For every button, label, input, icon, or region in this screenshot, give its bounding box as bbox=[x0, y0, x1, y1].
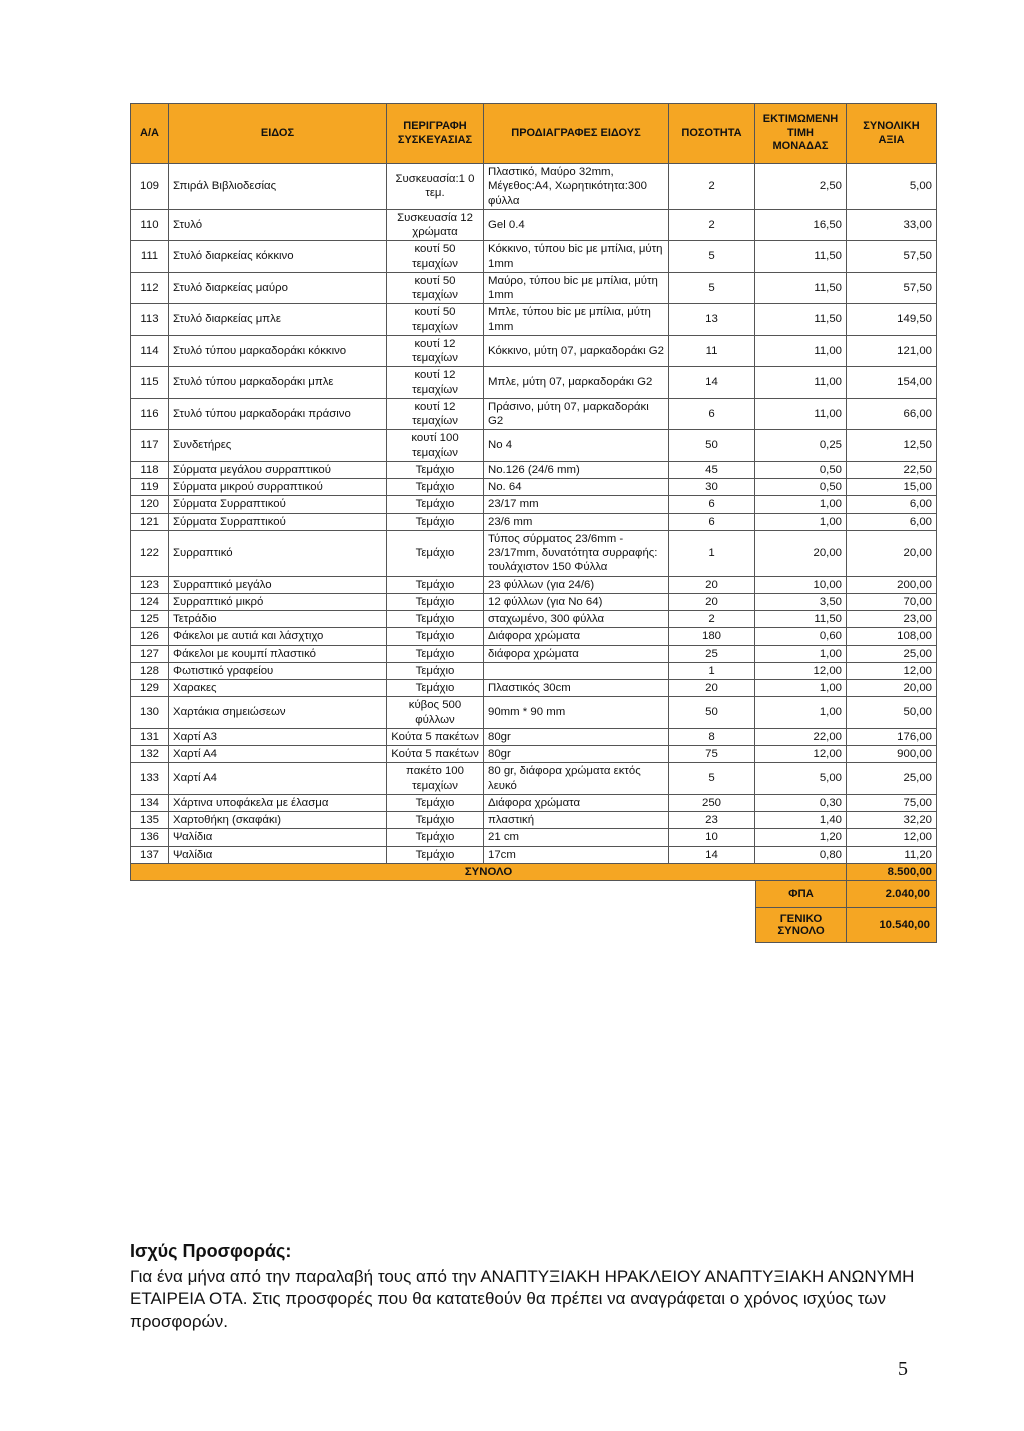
cell-quantity: 20 bbox=[669, 576, 755, 593]
header-specifications: ΠΡΟΔΙΑΓΡΑΦΕΣ ΕΙΔΟΥΣ bbox=[484, 104, 669, 164]
table-body bbox=[131, 164, 937, 864]
cell-unit-price: 22,00 bbox=[755, 728, 847, 745]
table-row bbox=[131, 628, 937, 645]
cell-packaging: Τεμάχιο bbox=[387, 662, 484, 679]
cell-total-value: 5,00 bbox=[847, 164, 937, 210]
cell-quantity: 5 bbox=[669, 272, 755, 304]
cell-total-value: 20,00 bbox=[847, 680, 937, 697]
cell-quantity: 13 bbox=[669, 304, 755, 336]
cell-aa: 135 bbox=[131, 812, 169, 829]
cell-specifications: Μπλε, μύτη 07, μαρκαδοράκι G2 bbox=[484, 367, 669, 399]
sum-row bbox=[131, 863, 937, 880]
header-total-value: ΣΥΝΟΛΙΚΗ ΑΞΙΑ bbox=[847, 104, 937, 164]
cell-quantity: 50 bbox=[669, 697, 755, 729]
cell-item: Στυλό τύπου μαρκαδοράκι μπλε bbox=[169, 367, 387, 399]
validity-title: Ισχύς Προσφοράς: bbox=[130, 1241, 292, 1261]
cell-quantity: 2 bbox=[669, 611, 755, 628]
cell-item: Στυλό τύπου μαρκαδοράκι πράσινο bbox=[169, 398, 387, 430]
cell-unit-price: 1,00 bbox=[755, 680, 847, 697]
cell-quantity: 11 bbox=[669, 335, 755, 367]
cell-unit-price: 11,00 bbox=[755, 367, 847, 399]
cell-total-value: 6,00 bbox=[847, 513, 937, 530]
cell-total-value: 15,00 bbox=[847, 479, 937, 496]
cell-quantity: 6 bbox=[669, 513, 755, 530]
cell-packaging: πακέτο 100 τεμαχίων bbox=[387, 763, 484, 795]
cell-packaging: κουτί 12 τεμαχίων bbox=[387, 335, 484, 367]
cell-specifications: 90mm * 90 mm bbox=[484, 697, 669, 729]
cell-aa: 121 bbox=[131, 513, 169, 530]
cell-unit-price: 1,20 bbox=[755, 829, 847, 846]
cell-aa: 110 bbox=[131, 209, 169, 241]
cell-unit-price: 10,00 bbox=[755, 576, 847, 593]
cell-specifications: Διάφορα χρώματα bbox=[484, 794, 669, 811]
cell-packaging: Τεμάχιο bbox=[387, 846, 484, 863]
cell-specifications: Νο. 64 bbox=[484, 479, 669, 496]
cell-packaging: Τεμάχιο bbox=[387, 479, 484, 496]
cell-total-value: 12,00 bbox=[847, 662, 937, 679]
table-row bbox=[131, 272, 937, 304]
cell-total-value: 176,00 bbox=[847, 728, 937, 745]
cell-total-value: 75,00 bbox=[847, 794, 937, 811]
cell-quantity: 2 bbox=[669, 209, 755, 241]
table-row bbox=[131, 697, 937, 729]
cell-aa: 113 bbox=[131, 304, 169, 336]
cell-aa: 119 bbox=[131, 479, 169, 496]
cell-total-value: 6,00 bbox=[847, 496, 937, 513]
cell-packaging: Κούτα 5 πακέτων bbox=[387, 728, 484, 745]
cell-aa: 128 bbox=[131, 662, 169, 679]
table-row bbox=[131, 829, 937, 846]
table-header-row bbox=[131, 104, 937, 164]
cell-total-value: 154,00 bbox=[847, 367, 937, 399]
cell-item: Ψαλίδια bbox=[169, 846, 387, 863]
cell-quantity: 180 bbox=[669, 628, 755, 645]
cell-specifications: Πλαστικό, Μαύρο 32mm, Μέγεθος:Α4, Χωρητικότητα:300 φύλλα bbox=[484, 164, 669, 210]
vat-row bbox=[756, 881, 937, 908]
table-row bbox=[131, 645, 937, 662]
cell-quantity: 5 bbox=[669, 763, 755, 795]
cell-specifications: Κόκκινο, μύτη 07, μαρκαδοράκι G2 bbox=[484, 335, 669, 367]
cell-specifications: 23/17 mm bbox=[484, 496, 669, 513]
cell-specifications: Πράσινο, μύτη 07, μαρκαδοράκι G2 bbox=[484, 398, 669, 430]
cell-packaging: Τεμάχιο bbox=[387, 513, 484, 530]
cell-item: Ψαλίδια bbox=[169, 829, 387, 846]
cell-aa: 130 bbox=[131, 697, 169, 729]
cell-quantity: 20 bbox=[669, 593, 755, 610]
cell-item: Σύρματα Συρραπτικού bbox=[169, 513, 387, 530]
cell-total-value: 200,00 bbox=[847, 576, 937, 593]
cell-item: Συρραπτικό μεγάλο bbox=[169, 576, 387, 593]
cell-quantity: 2 bbox=[669, 164, 755, 210]
cell-quantity: 250 bbox=[669, 794, 755, 811]
cell-total-value: 25,00 bbox=[847, 645, 937, 662]
cell-packaging: κουτί 12 τεμαχίων bbox=[387, 367, 484, 399]
cell-aa: 120 bbox=[131, 496, 169, 513]
cell-quantity: 75 bbox=[669, 746, 755, 763]
cell-specifications: 80gr bbox=[484, 746, 669, 763]
cell-item: Χαρτάκια σημειώσεων bbox=[169, 697, 387, 729]
cell-specifications: 80 gr, διάφορα χρώματα εκτός λευκό bbox=[484, 763, 669, 795]
table-row bbox=[131, 728, 937, 745]
table-row bbox=[131, 576, 937, 593]
cell-aa: 125 bbox=[131, 611, 169, 628]
table-row bbox=[131, 479, 937, 496]
cell-unit-price: 5,00 bbox=[755, 763, 847, 795]
offer-table bbox=[130, 103, 937, 881]
cell-unit-price: 1,00 bbox=[755, 645, 847, 662]
cell-aa: 115 bbox=[131, 367, 169, 399]
cell-quantity: 5 bbox=[669, 241, 755, 273]
cell-specifications: Διάφορα χρώματα bbox=[484, 628, 669, 645]
cell-unit-price: 20,00 bbox=[755, 530, 847, 576]
cell-item: Συνδετήρες bbox=[169, 430, 387, 462]
cell-aa: 122 bbox=[131, 530, 169, 576]
cell-item: Στυλό τύπου μαρκαδοράκι κόκκινο bbox=[169, 335, 387, 367]
cell-total-value: 66,00 bbox=[847, 398, 937, 430]
cell-aa: 136 bbox=[131, 829, 169, 846]
cell-unit-price: 11,00 bbox=[755, 398, 847, 430]
cell-item: Σύρματα μεγάλου συρραπτικού bbox=[169, 461, 387, 478]
cell-specifications: 21 cm bbox=[484, 829, 669, 846]
cell-specifications: σταχωμένο, 300 φύλλα bbox=[484, 611, 669, 628]
cell-specifications: 17cm bbox=[484, 846, 669, 863]
cell-packaging: κουτί 12 τεμαχίων bbox=[387, 398, 484, 430]
cell-aa: 112 bbox=[131, 272, 169, 304]
cell-quantity: 14 bbox=[669, 846, 755, 863]
page-number: 5 bbox=[898, 1358, 908, 1380]
grand-total-row bbox=[756, 908, 937, 943]
cell-item: Σύρματα μικρού συρραπτικού bbox=[169, 479, 387, 496]
vat-label: ΦΠΑ bbox=[756, 881, 847, 908]
cell-item: Χαρτί Α3 bbox=[169, 728, 387, 745]
cell-aa: 116 bbox=[131, 398, 169, 430]
table-row bbox=[131, 530, 937, 576]
cell-aa: 134 bbox=[131, 794, 169, 811]
cell-unit-price: 0,50 bbox=[755, 479, 847, 496]
cell-unit-price: 16,50 bbox=[755, 209, 847, 241]
table-row bbox=[131, 461, 937, 478]
cell-aa: 124 bbox=[131, 593, 169, 610]
cell-quantity: 30 bbox=[669, 479, 755, 496]
cell-specifications: Κόκκινο, τύπου bic με μπίλια, μύτη 1mm bbox=[484, 241, 669, 273]
table-row bbox=[131, 304, 937, 336]
header-aa: Α/Α bbox=[131, 104, 169, 164]
cell-packaging: Τεμάχιο bbox=[387, 593, 484, 610]
cell-specifications: πλαστική bbox=[484, 812, 669, 829]
cell-quantity: 20 bbox=[669, 680, 755, 697]
cell-unit-price: 11,50 bbox=[755, 241, 847, 273]
cell-total-value: 108,00 bbox=[847, 628, 937, 645]
cell-unit-price: 0,60 bbox=[755, 628, 847, 645]
cell-total-value: 50,00 bbox=[847, 697, 937, 729]
header-unit-price: ΕΚΤΙΜΩΜΕΝΗ ΤΙΜΗ ΜΟΝΑΔΑΣ bbox=[755, 104, 847, 164]
cell-aa: 127 bbox=[131, 645, 169, 662]
table-row bbox=[131, 367, 937, 399]
cell-quantity: 50 bbox=[669, 430, 755, 462]
cell-packaging: κύβος 500 φύλλων bbox=[387, 697, 484, 729]
cell-aa: 109 bbox=[131, 164, 169, 210]
cell-packaging: κουτί 50 τεμαχίων bbox=[387, 272, 484, 304]
cell-specifications: Τύπος σύρματος 23/6mm - 23/17mm, δυνατότητα συρραφής: τουλάχιστον 150 Φύλλα bbox=[484, 530, 669, 576]
cell-total-value: 149,50 bbox=[847, 304, 937, 336]
cell-aa: 129 bbox=[131, 680, 169, 697]
cell-quantity: 1 bbox=[669, 662, 755, 679]
cell-packaging: Τεμάχιο bbox=[387, 812, 484, 829]
cell-packaging: Συσκευασία:1 0 τεμ. bbox=[387, 164, 484, 210]
table-row bbox=[131, 513, 937, 530]
cell-unit-price: 0,50 bbox=[755, 461, 847, 478]
cell-unit-price: 0,30 bbox=[755, 794, 847, 811]
cell-aa: 118 bbox=[131, 461, 169, 478]
cell-unit-price: 11,00 bbox=[755, 335, 847, 367]
cell-aa: 117 bbox=[131, 430, 169, 462]
cell-packaging: κουτί 100 τεμαχίων bbox=[387, 430, 484, 462]
cell-total-value: 11,20 bbox=[847, 846, 937, 863]
cell-item: Τετράδιο bbox=[169, 611, 387, 628]
cell-unit-price: 12,00 bbox=[755, 746, 847, 763]
table-row bbox=[131, 662, 937, 679]
cell-total-value: 12,00 bbox=[847, 829, 937, 846]
table-row bbox=[131, 846, 937, 863]
cell-specifications: 23 φύλλων (για 24/6) bbox=[484, 576, 669, 593]
sum-label: ΣΥΝΟΛΟ bbox=[131, 863, 847, 880]
cell-packaging: Τεμάχιο bbox=[387, 645, 484, 662]
cell-packaging: Τεμάχιο bbox=[387, 576, 484, 593]
table-row bbox=[131, 593, 937, 610]
cell-total-value: 22,50 bbox=[847, 461, 937, 478]
cell-unit-price: 1,00 bbox=[755, 697, 847, 729]
cell-aa: 114 bbox=[131, 335, 169, 367]
cell-item: Φάκελοι με κουμπί πλαστικό bbox=[169, 645, 387, 662]
table-row bbox=[131, 794, 937, 811]
offer-sheet bbox=[130, 103, 936, 943]
table-row bbox=[131, 164, 937, 210]
cell-aa: 131 bbox=[131, 728, 169, 745]
cell-unit-price: 1,40 bbox=[755, 812, 847, 829]
cell-total-value: 25,00 bbox=[847, 763, 937, 795]
cell-item: Φωτιστικό γραφείου bbox=[169, 662, 387, 679]
cell-unit-price: 1,00 bbox=[755, 513, 847, 530]
sum-value: 8.500,00 bbox=[847, 863, 937, 880]
cell-specifications: Μαύρο, τύπου bic με μπίλια, μύτη 1mm bbox=[484, 272, 669, 304]
cell-quantity: 25 bbox=[669, 645, 755, 662]
header-item: ΕΙΔΟΣ bbox=[169, 104, 387, 164]
totals-table bbox=[755, 880, 937, 943]
cell-total-value: 900,00 bbox=[847, 746, 937, 763]
vat-value: 2.040,00 bbox=[847, 881, 937, 908]
cell-aa: 126 bbox=[131, 628, 169, 645]
cell-item: Στυλό bbox=[169, 209, 387, 241]
cell-quantity: 1 bbox=[669, 530, 755, 576]
cell-total-value: 12,50 bbox=[847, 430, 937, 462]
grand-total-label: ΓΕΝΙΚΟ ΣΥΝΟΛΟ bbox=[756, 908, 847, 943]
validity-text: Για ένα μήνα από την παραλαβή τους από την ΑΝΑΠΤΥΞΙΑΚΗ ΗΡΑΚΛΕΙΟΥ ΑΝΑΠΤΥΞΙΑΚΗ ΑΝΩΝΥΜΗ ΕΤΑΙΡΕΙΑ ΟΤΑ. Στις προσφορές που θα κατατεθούν θα πρέπει να αναγράφεται ο χρόνος ισχύος των προσφορών. bbox=[130, 1266, 915, 1331]
cell-quantity: 6 bbox=[669, 496, 755, 513]
cell-total-value: 23,00 bbox=[847, 611, 937, 628]
cell-total-value: 32,20 bbox=[847, 812, 937, 829]
cell-item: Στυλό διαρκείας μπλε bbox=[169, 304, 387, 336]
cell-aa: 123 bbox=[131, 576, 169, 593]
cell-aa: 137 bbox=[131, 846, 169, 863]
header-quantity: ΠΟΣΟΤΗΤΑ bbox=[669, 104, 755, 164]
cell-item: Σπιράλ Βιβλιοδεσίας bbox=[169, 164, 387, 210]
cell-unit-price: 11,50 bbox=[755, 272, 847, 304]
cell-quantity: 10 bbox=[669, 829, 755, 846]
offer-validity-section bbox=[130, 1240, 936, 1333]
cell-unit-price: 2,50 bbox=[755, 164, 847, 210]
cell-specifications: 12 φύλλων (για Νο 64) bbox=[484, 593, 669, 610]
cell-packaging: Τεμάχιο bbox=[387, 628, 484, 645]
cell-item: Χαρτοθήκη (σκαφάκι) bbox=[169, 812, 387, 829]
cell-packaging: Τεμάχιο bbox=[387, 611, 484, 628]
cell-unit-price: 11,50 bbox=[755, 304, 847, 336]
cell-unit-price: 12,00 bbox=[755, 662, 847, 679]
table-row bbox=[131, 496, 937, 513]
cell-unit-price: 3,50 bbox=[755, 593, 847, 610]
cell-packaging: Τεμάχιο bbox=[387, 461, 484, 478]
cell-aa: 132 bbox=[131, 746, 169, 763]
cell-item: Χαρακες bbox=[169, 680, 387, 697]
cell-quantity: 8 bbox=[669, 728, 755, 745]
cell-item: Χάρτινα υποφάκελα με έλασμα bbox=[169, 794, 387, 811]
cell-item: Στυλό διαρκείας κόκκινο bbox=[169, 241, 387, 273]
cell-total-value: 57,50 bbox=[847, 241, 937, 273]
cell-specifications: Νο 4 bbox=[484, 430, 669, 462]
cell-unit-price: 11,50 bbox=[755, 611, 847, 628]
table-row bbox=[131, 335, 937, 367]
cell-total-value: 121,00 bbox=[847, 335, 937, 367]
cell-quantity: 45 bbox=[669, 461, 755, 478]
grand-total-value: 10.540,00 bbox=[847, 908, 937, 943]
cell-quantity: 6 bbox=[669, 398, 755, 430]
cell-packaging: Τεμάχιο bbox=[387, 496, 484, 513]
table-row bbox=[131, 746, 937, 763]
cell-total-value: 20,00 bbox=[847, 530, 937, 576]
table-row bbox=[131, 611, 937, 628]
cell-total-value: 33,00 bbox=[847, 209, 937, 241]
cell-item: Σύρματα Συρραπτικού bbox=[169, 496, 387, 513]
cell-unit-price: 0,80 bbox=[755, 846, 847, 863]
cell-aa: 111 bbox=[131, 241, 169, 273]
cell-quantity: 14 bbox=[669, 367, 755, 399]
cell-specifications: διάφορα χρώματα bbox=[484, 645, 669, 662]
cell-specifications: Gel 0.4 bbox=[484, 209, 669, 241]
cell-packaging: κουτί 50 τεμαχίων bbox=[387, 241, 484, 273]
cell-specifications: Πλαστικός 30cm bbox=[484, 680, 669, 697]
cell-specifications: 23/6 mm bbox=[484, 513, 669, 530]
cell-unit-price: 1,00 bbox=[755, 496, 847, 513]
header-packaging: ΠΕΡΙΓΡΑΦΗ ΣΥΣΚΕΥΑΣΙΑΣ bbox=[387, 104, 484, 164]
table-row bbox=[131, 763, 937, 795]
cell-item: Στυλό διαρκείας μαύρο bbox=[169, 272, 387, 304]
cell-total-value: 57,50 bbox=[847, 272, 937, 304]
table-row bbox=[131, 812, 937, 829]
table-row bbox=[131, 680, 937, 697]
cell-specifications: Νο.126 (24/6 mm) bbox=[484, 461, 669, 478]
table-row bbox=[131, 241, 937, 273]
cell-quantity: 23 bbox=[669, 812, 755, 829]
cell-item: Χαρτί Α4 bbox=[169, 746, 387, 763]
table-row bbox=[131, 430, 937, 462]
cell-item: Συρραπτικό bbox=[169, 530, 387, 576]
cell-packaging: Τεμάχιο bbox=[387, 680, 484, 697]
cell-packaging: κουτί 50 τεμαχίων bbox=[387, 304, 484, 336]
cell-total-value: 70,00 bbox=[847, 593, 937, 610]
cell-specifications bbox=[484, 662, 669, 679]
cell-packaging: Τεμάχιο bbox=[387, 530, 484, 576]
cell-packaging: Τεμάχιο bbox=[387, 829, 484, 846]
cell-aa: 133 bbox=[131, 763, 169, 795]
cell-packaging: Συσκευασία 12 χρώματα bbox=[387, 209, 484, 241]
cell-item: Χαρτί Α4 bbox=[169, 763, 387, 795]
table-row bbox=[131, 398, 937, 430]
cell-specifications: 80gr bbox=[484, 728, 669, 745]
cell-specifications: Μπλε, τύπου bic με μπίλια, μύτη 1mm bbox=[484, 304, 669, 336]
table-row bbox=[131, 209, 937, 241]
cell-packaging: Κούτα 5 πακέτων bbox=[387, 746, 484, 763]
cell-unit-price: 0,25 bbox=[755, 430, 847, 462]
cell-item: Συρραπτικό μικρό bbox=[169, 593, 387, 610]
cell-item: Φάκελοι με αυτιά και λάσχτιχο bbox=[169, 628, 387, 645]
cell-packaging: Τεμάχιο bbox=[387, 794, 484, 811]
